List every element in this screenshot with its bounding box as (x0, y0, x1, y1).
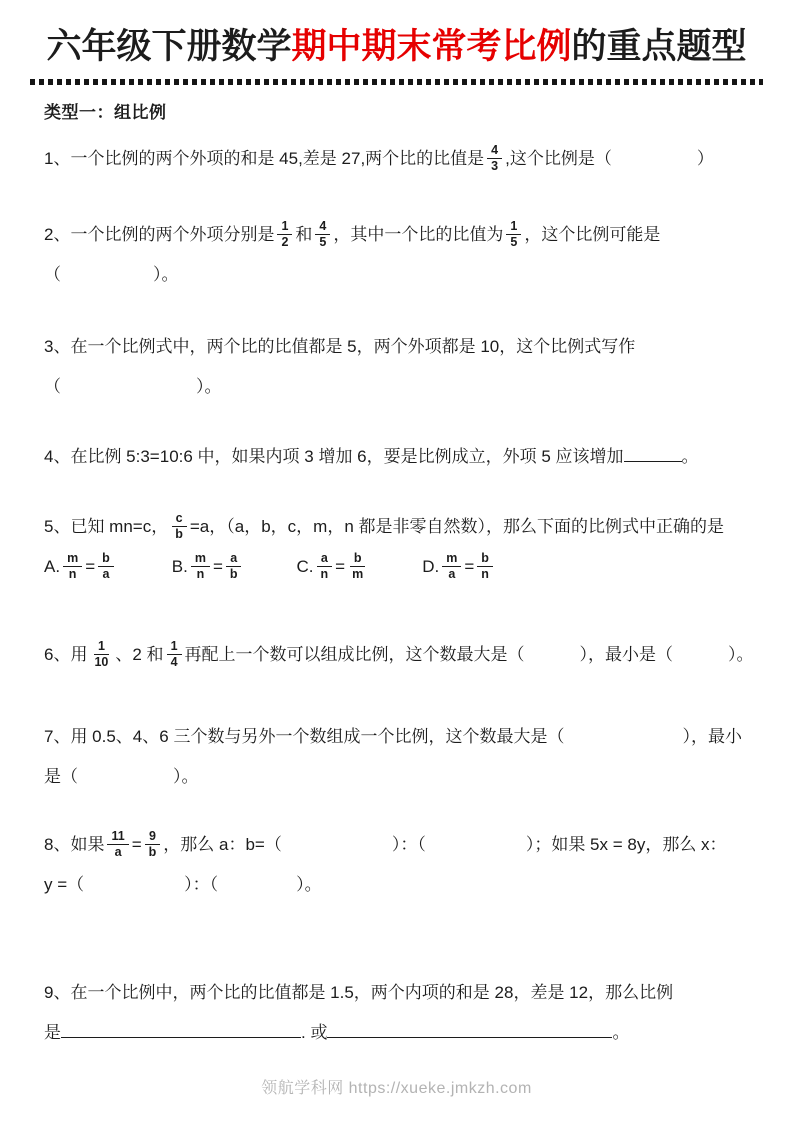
fraction-denominator: a (102, 566, 110, 581)
question-line (44, 547, 749, 587)
question-line (44, 215, 749, 255)
question-4 (44, 437, 749, 477)
answer-gap (426, 849, 526, 850)
text-run: 4、在比例 5:3=10:6 中，如果内项 3 增加 6，要是比例成立，外项 5 应该增加 (44, 446, 624, 466)
text-run: ,这个比例是（ (505, 148, 612, 168)
text-run: A. (44, 556, 61, 576)
answer-blank (624, 443, 682, 462)
fraction-denominator: b (148, 844, 157, 859)
answer-blank (327, 1019, 612, 1038)
fraction-denominator: 5 (510, 234, 518, 249)
text-run: ）；如果 5x = 8y，那么 x： (525, 834, 727, 854)
fraction-numerator: a (317, 551, 332, 566)
question-line (44, 973, 749, 1013)
fraction-denominator: 4 (170, 654, 178, 669)
fraction-numerator: 1 (506, 219, 521, 234)
fraction-numerator: m (442, 551, 461, 566)
fraction-numerator: m (63, 551, 82, 566)
question-1 (44, 139, 749, 179)
question-line (44, 327, 749, 367)
question-line (44, 635, 754, 675)
text-run: B. (171, 556, 188, 576)
text-run: 再配上一个数可以组成比例，这个数最大是（ (184, 644, 525, 664)
question-line (44, 255, 749, 295)
fraction (487, 143, 502, 173)
title-part-red: 期中期末常考比例 (291, 27, 572, 66)
section-heading-type-1: 类型一：组比例 (44, 102, 167, 122)
text-run: 2、一个比例的两个外项分别是 (44, 224, 275, 244)
answer-gap (84, 889, 184, 890)
text-run: ）：（ (184, 874, 219, 894)
text-run: 9、在一个比例中，两个比的比值都是 1.5，两个内项的和是 28，差是 12，那么比例 (44, 982, 674, 1002)
fraction-denominator: 10 (94, 654, 109, 669)
fraction (145, 829, 161, 859)
fraction-denominator: b (175, 526, 183, 541)
question-line (44, 139, 749, 179)
answer-gap (218, 889, 296, 890)
page-title (44, 24, 749, 70)
text-run: 5、已知 mn=c， (44, 516, 169, 536)
fraction (506, 219, 521, 249)
text-run: ，其中一个比的比值为 (333, 224, 504, 244)
answer-gap (370, 571, 422, 572)
text-run: 6、用 (44, 644, 88, 664)
question-9 (44, 973, 749, 1053)
text-run: = (335, 556, 346, 576)
text-run: 。 (612, 1022, 630, 1042)
fraction-numerator: 11 (107, 829, 128, 844)
fraction (98, 551, 114, 581)
text-run: （ (44, 264, 61, 284)
fraction-numerator: 9 (145, 829, 160, 844)
answer-gap (117, 571, 172, 572)
text-run: = (212, 556, 223, 576)
question-2 (44, 215, 749, 295)
fraction (63, 551, 82, 581)
question-8 (44, 825, 749, 905)
fraction-denominator: m (352, 566, 364, 581)
fraction-numerator: 1 (94, 639, 109, 654)
fraction-denominator: 5 (319, 234, 327, 249)
fraction (226, 551, 242, 581)
text-run: ）。 (173, 766, 199, 786)
fraction-denominator: n (196, 566, 205, 581)
text-run: =a，（a，b，c，m，n 都是非零自然数），那么下面的比例式中正确的是 (189, 516, 725, 536)
fraction-denominator: 3 (491, 158, 499, 173)
answer-gap (612, 163, 697, 164)
fraction-numerator: 1 (167, 639, 182, 654)
fraction (90, 639, 112, 669)
answer-gap (673, 659, 728, 660)
fraction-numerator: b (350, 551, 366, 566)
fraction-numerator: b (98, 551, 114, 566)
fraction-denominator: a (114, 844, 122, 859)
answer-gap (61, 279, 153, 280)
text-run: ，这个比例可能是 (524, 224, 661, 244)
text-run: = (464, 556, 475, 576)
text-run: 8、如果 (44, 834, 105, 854)
fraction-numerator: 4 (487, 143, 502, 158)
text-run: = (85, 556, 96, 576)
answer-gap (78, 781, 173, 782)
text-run: 7、用 0.5、4、6 三个数与另外一个数组成一个比例，这个数最大是（ (44, 726, 565, 746)
answer-blank (61, 1019, 301, 1038)
question-5 (44, 507, 749, 587)
question-3 (44, 327, 749, 407)
fraction-numerator: b (477, 551, 493, 566)
text-run: 和 (295, 224, 313, 244)
fraction-denominator: n (68, 566, 77, 581)
fraction (348, 551, 367, 581)
title-part-black-1: 六年级下册数学 (46, 27, 292, 66)
fraction (477, 551, 493, 581)
text-run: 3、在一个比例式中，两个比的比值都是 5，两个外项都是 10，这个比例式写作 (44, 336, 636, 356)
question-6 (44, 635, 754, 675)
fraction-denominator: a (448, 566, 456, 581)
fraction (107, 829, 128, 859)
text-run: ）：（ (391, 834, 426, 854)
fraction (167, 639, 182, 669)
dotted-divider (30, 79, 763, 85)
text-run: ）。 (728, 644, 754, 664)
text-run: D. (422, 556, 440, 576)
text-run: ）。 (196, 376, 222, 396)
text-run: ，那么 a：b=（ (163, 834, 282, 854)
text-run: 1、一个比例的两个外项的和是 45,差是 27,两个比的比值是 (44, 148, 485, 168)
text-run: 。 (681, 446, 699, 466)
title-part-black-2: 的重点题型 (571, 27, 747, 66)
fraction (317, 551, 333, 581)
fraction (315, 219, 330, 249)
fraction (191, 551, 210, 581)
answer-gap (245, 571, 297, 572)
text-run: ），最小 (682, 726, 742, 746)
answer-gap (564, 741, 682, 742)
fraction-numerator: c (172, 511, 187, 526)
text-run: 、2 和 (115, 644, 164, 664)
text-run: ），最小是（ (579, 644, 674, 664)
answer-gap (61, 391, 196, 392)
question-line (44, 1013, 749, 1053)
text-run: y =（ (44, 874, 85, 894)
fraction (442, 551, 461, 581)
question-line (44, 717, 749, 757)
text-run: = (131, 834, 142, 854)
fraction-denominator: 2 (281, 234, 289, 249)
fraction-denominator: b (229, 566, 238, 581)
fraction-numerator: a (226, 551, 241, 566)
question-line (44, 367, 749, 407)
text-run: 是（ (44, 766, 78, 786)
fraction (171, 511, 187, 541)
text-run: ）。 (153, 264, 179, 284)
fraction-denominator: n (481, 566, 489, 581)
footer-watermark: 领航学科网 https://xueke.jmkzh.com (261, 1080, 532, 1097)
fraction-denominator: n (320, 566, 329, 581)
fraction-numerator: 4 (315, 219, 330, 234)
text-run: （ (44, 376, 61, 396)
text-run: ） (696, 148, 714, 168)
fraction-numerator: 1 (277, 219, 292, 234)
question-7 (44, 717, 749, 797)
fraction (277, 219, 292, 249)
text-run: . 或 (301, 1022, 328, 1042)
text-run: ）。 (296, 874, 322, 894)
question-line (44, 757, 749, 797)
text-run: C. (296, 556, 314, 576)
fraction-numerator: m (191, 551, 210, 566)
text-run: 是 (44, 1022, 61, 1042)
question-line (44, 865, 749, 905)
answer-gap (282, 849, 392, 850)
question-line (44, 507, 749, 547)
answer-gap (525, 659, 580, 660)
question-line (44, 825, 749, 865)
question-line (44, 437, 749, 477)
